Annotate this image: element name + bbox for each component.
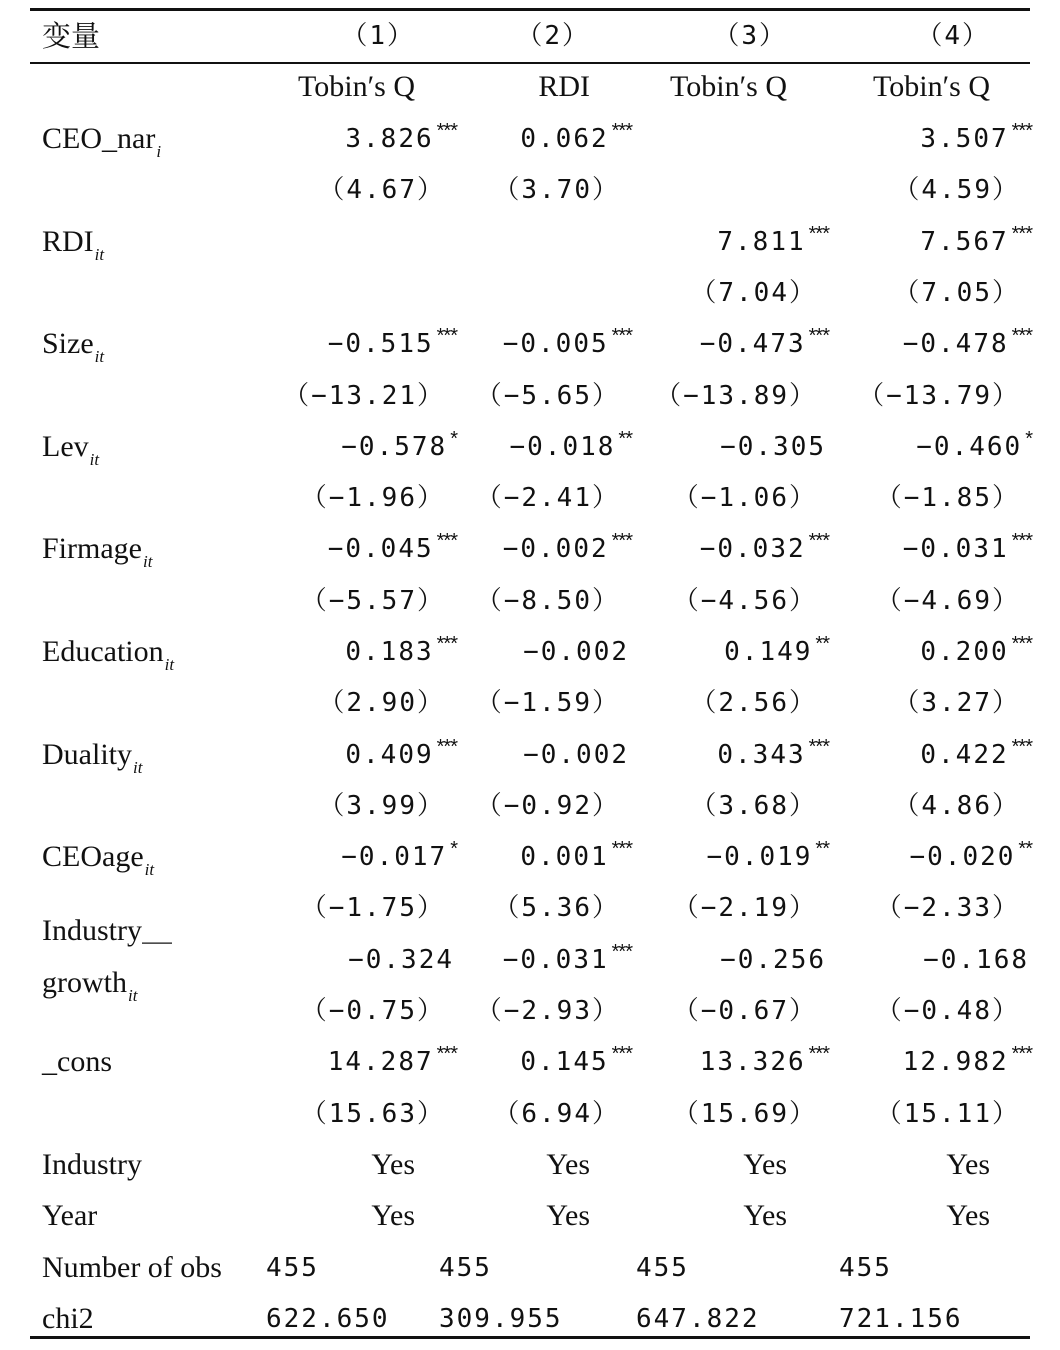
row-label-text: Duality [42,738,132,771]
coef-value: 14.287 [327,1047,434,1077]
row-label-text: Year [42,1199,98,1232]
row-label-subscript: it [133,758,143,777]
row-label [42,114,161,164]
t-stat-cell: （−5.57） [300,586,445,616]
row-label [42,627,174,677]
value-cell: 647.822 [636,1304,760,1334]
significance-stars: *** [808,736,829,758]
coef-value: −0.168 [923,945,1029,975]
coef-cell [345,627,457,677]
significance-stars: *** [436,736,457,758]
coef-row [30,935,1030,985]
value-cell: 455 [636,1253,689,1283]
t-stat-cell: （7.04） [690,278,817,308]
row-label-subscript: i [156,142,162,161]
significance-stars: *** [1011,530,1032,552]
significance-stars: *** [1011,120,1032,142]
coef-cell [328,524,457,574]
coef-cell [826,114,829,164]
coef-value: −0.002 [502,534,609,564]
row-label-subscript: it [144,860,155,879]
row-label [42,319,104,369]
coef-cell [903,319,1032,369]
fixed-effect-row [30,1191,1030,1241]
significance-stars: *** [611,325,632,347]
row-label [42,524,152,574]
value-cell: 455 [439,1253,492,1283]
significance-stars: *** [1011,633,1032,655]
t-stat-cell: （3.68） [690,791,817,821]
t-stat-cell: （−8.50） [475,586,620,616]
significance-stars: *** [1011,1043,1032,1065]
coef-cell [923,935,1032,985]
coef-cell [720,422,829,472]
row-label [42,832,154,882]
coef-value: −0.515 [327,329,434,359]
coef-row [30,319,1030,369]
coef-cell [717,730,829,780]
coef-cell [700,319,829,369]
row-label-text: growth [42,966,127,999]
significance-stars: ** [815,633,829,655]
coef-value: 0.062 [520,124,609,154]
tstat-row [30,165,1030,215]
significance-stars: *** [436,633,457,655]
tstat-row [30,1089,1030,1139]
value-cell: 622.650 [266,1304,390,1334]
t-stat-cell: （−13.89） [655,381,817,411]
coef-value: −0.478 [902,329,1009,359]
significance-stars: *** [1011,223,1032,245]
coef-value: 0.200 [920,637,1009,667]
significance-stars: *** [436,530,457,552]
t-stat-cell: （3.27） [893,688,1020,718]
coef-value: 0.183 [345,637,434,667]
coef-value: −0.020 [909,842,1016,872]
row-label-subscript: it [94,347,105,366]
t-stat-cell: （−1.96） [300,483,445,513]
t-stat-cell: （−4.56） [672,586,817,616]
header-col-3: （3） [713,21,787,51]
significance-stars: * [1025,428,1032,450]
significance-stars: *** [1011,325,1032,347]
t-stat-cell: （3.70） [493,175,620,205]
coef-row [30,217,1030,267]
significance-stars: *** [1011,736,1032,758]
coef-cell [341,422,457,472]
coef-cell [717,217,829,267]
coef-cell [720,935,829,985]
t-stat-cell: （−4.69） [875,586,1020,616]
significance-stars: *** [808,1043,829,1065]
coef-value: −0.031 [902,534,1009,564]
significance-stars: *** [436,325,457,347]
significance-stars: *** [808,223,829,245]
coef-cell [903,1037,1032,1087]
row-label-text: Lev [42,430,89,463]
significance-stars: *** [611,1043,632,1065]
coef-value: −0.002 [523,637,629,667]
stat-row [30,1243,1030,1293]
coef-value: 7.811 [717,227,806,257]
row-label-text: RDI [42,225,94,258]
coef-cell [348,935,457,985]
coef-cell [345,730,457,780]
value-cell: Yes [371,1148,415,1181]
coef-cell [903,524,1032,574]
coef-value: −0.256 [720,945,826,975]
coef-cell [910,832,1033,882]
header-variable-label: 变量 [42,19,101,53]
coef-cell [503,319,632,369]
value-cell: 309.955 [439,1304,563,1334]
tstat-row [30,678,1030,728]
depvar-row [30,62,1030,112]
significance-stars: *** [611,941,632,963]
tstat-row [30,268,1030,318]
coef-cell [700,1037,829,1087]
depvar-2: RDI [538,70,590,103]
tstat-row [30,986,1030,1036]
coef-cell [523,730,632,780]
t-stat-cell: （−2.41） [475,483,620,513]
coef-row [30,524,1030,574]
t-stat-cell: （−5.65） [475,381,620,411]
t-stat-cell: （2.56） [690,688,817,718]
coef-value: 0.343 [717,740,806,770]
value-cell: Yes [743,1199,787,1232]
t-stat-cell: （−0.48） [875,996,1020,1026]
row-label [42,217,104,267]
row-label-subscript: it [89,450,100,469]
row-label-text: Firmage [42,532,142,565]
coef-value: 0.422 [920,740,1009,770]
t-stat-cell: （15.63） [300,1099,445,1129]
value-cell: Yes [546,1199,590,1232]
coef-cell [520,1037,632,1087]
coef-value: −0.005 [502,329,609,359]
significance-stars: *** [611,120,632,142]
row-label-text: Number of obs [42,1251,222,1284]
coef-value: −0.578 [341,432,448,462]
coef-cell [503,524,632,574]
coef-value: 0.001 [520,842,609,872]
coef-value: −0.017 [341,842,448,872]
coef-cell [700,524,829,574]
row-label-text: _cons [42,1045,112,1078]
t-stat-cell: （−2.33） [875,893,1020,923]
coef-cell [345,114,457,164]
coef-value: 12.982 [902,1047,1009,1077]
coef-cell [916,422,1032,472]
coef-value: 0.409 [345,740,434,770]
significance-stars: ** [815,838,829,860]
coef-row [30,114,1030,164]
tstat-row [30,883,1030,933]
coef-cell [920,217,1032,267]
value-cell: Yes [743,1148,787,1181]
t-stat-cell: （−0.92） [475,791,620,821]
row-label-subscript: it [142,552,153,571]
significance-stars: *** [611,838,632,860]
t-stat-cell: （15.11） [875,1099,1020,1129]
coef-value: −0.031 [502,945,609,975]
coef-value: 3.507 [920,124,1009,154]
row-label-text: Industry [42,1148,142,1181]
coef-value: −0.473 [699,329,806,359]
row-label-line-1: Industry＿ [42,914,172,947]
coef-value: −0.324 [348,945,454,975]
t-stat-cell: （−13.79） [858,381,1020,411]
t-stat-cell: （−1.85） [875,483,1020,513]
row-label [42,1243,222,1293]
t-stat-cell: （4.67） [318,175,445,205]
coef-cell [629,217,632,267]
value-cell: Yes [546,1148,590,1181]
value-cell: 721.156 [839,1304,963,1334]
value-cell: 455 [266,1253,319,1283]
t-stat-cell: （−1.75） [300,893,445,923]
coef-row [30,627,1030,677]
coef-cell [503,935,632,985]
t-stat-cell: （4.59） [893,175,1020,205]
value-cell: Yes [946,1199,990,1232]
coef-cell [520,114,632,164]
row-label [42,422,99,472]
coef-cell [454,217,457,267]
coef-value: 3.826 [345,124,434,154]
value-cell: Yes [946,1148,990,1181]
coef-cell [523,627,632,677]
significance-stars: * [450,428,457,450]
t-stat-cell: （7.05） [893,278,1020,308]
coef-cell [328,319,457,369]
significance-stars: *** [808,325,829,347]
coef-cell [520,832,632,882]
row-label [42,1037,112,1087]
coef-row [30,422,1030,472]
significance-stars: ** [618,428,632,450]
coef-value: −0.018 [509,432,616,462]
row-label-text: CEO_nar [42,122,156,155]
coef-row [30,730,1030,780]
significance-stars: *** [808,530,829,552]
t-stat-cell: （−1.59） [475,688,620,718]
coef-cell [510,422,633,472]
significance-stars: *** [436,1043,457,1065]
header-col-1: （1） [341,21,415,51]
row-label [42,1140,142,1190]
tstat-row [30,781,1030,831]
coef-cell [328,1037,457,1087]
tstat-row [30,576,1030,626]
row-label-subscript: it [94,245,105,264]
t-stat-cell: （3.99） [318,791,445,821]
row-label [42,1191,97,1241]
t-stat-cell: （−0.67） [672,996,817,1026]
value-cell: Yes [371,1199,415,1232]
depvar-3: Tobin′s Q [670,70,787,103]
coef-value: 7.567 [920,227,1009,257]
header-col-2: （2） [516,21,590,51]
t-stat-cell: （−1.06） [672,483,817,513]
value-cell: 455 [839,1253,892,1283]
coef-value: −0.019 [706,842,813,872]
t-stat-cell: （2.90） [318,688,445,718]
coef-row [30,1037,1030,1087]
row-label-text: CEOage [42,840,144,873]
coef-value: −0.460 [916,432,1023,462]
tstat-row [30,473,1030,523]
coef-value: 0.149 [724,637,813,667]
fixed-effect-row [30,1140,1030,1190]
t-stat-cell: （6.94） [493,1099,620,1129]
coef-cell [920,627,1032,677]
t-stat-cell: （−13.21） [283,381,445,411]
row-label [42,730,142,780]
row-label-text: chi2 [42,1302,94,1335]
t-stat-cell: （−0.75） [300,996,445,1026]
depvar-4: Tobin′s Q [873,70,990,103]
row-label-text: Education [42,635,164,668]
coef-cell [920,114,1032,164]
coef-cell [724,627,829,677]
bottom-rule [30,1336,1030,1339]
coef-cell [920,730,1032,780]
significance-stars: *** [611,530,632,552]
row-label-subscript: it [164,655,175,674]
tstat-row [30,371,1030,421]
coef-value: 0.145 [520,1047,609,1077]
significance-stars: ** [1018,838,1032,860]
row-label-text: Size [42,327,94,360]
coef-value: −0.002 [523,740,629,770]
header-col-4: （4） [916,21,990,51]
depvar-1: Tobin′s Q [298,70,415,103]
coef-row [30,832,1030,882]
coef-value: 13.326 [699,1047,806,1077]
coef-value: −0.032 [699,534,806,564]
t-stat-cell: （−2.19） [672,893,817,923]
coef-cell [341,832,457,882]
significance-stars: * [450,838,457,860]
coef-cell [707,832,830,882]
significance-stars: *** [436,120,457,142]
t-stat-cell: （15.69） [672,1099,817,1129]
coef-value: −0.045 [327,534,434,564]
row-label-subscript: it [128,986,138,1005]
t-stat-cell: （5.36） [493,893,620,923]
coef-value: −0.305 [720,432,826,462]
t-stat-cell: （4.86） [893,791,1020,821]
t-stat-cell: （−2.93） [475,996,620,1026]
regression-table [30,8,1030,1340]
header-row [30,11,1030,61]
